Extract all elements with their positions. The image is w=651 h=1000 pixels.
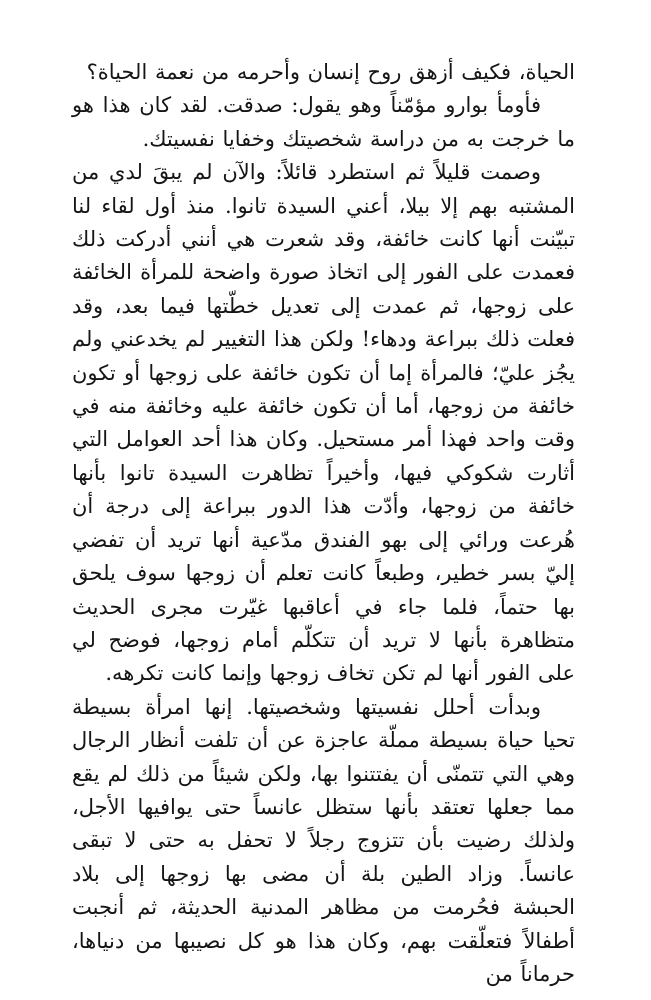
paragraph-psychology: وبدأت أحلل نفسيتها وشخصيتها. إنها امرأة بسيطة تحيا حياة بسيطة مملّة عاجزة عن أن تلفت أنظار الرجال وهي التي تتمنّى أن يفتتنوا بها، ولكن شيئاً من ذلك لم يقع مما جعلها تعتقد بأنها ستظل عانساً حتى يوافيها الأجل، ولذلك رضيت بأن تتزوج رجلاً لا تحفل به حتى لا تبقى عانساً. وزاد الطين بلة أن مضى بها زوجها إلى بلاد الحبشة فحُرمت من مظاهر المدنية الحديثة، ثم أنجبت أطفالاً فتعلّقت بهم، وكان هذا هو كل نصيبها من دنياها، حرماناً من (72, 694, 575, 986)
paragraph-bella-analysis: وصمت قليلاً ثم استطرد قائلاً: والآن لم يبقَ لدي من المشتبه بهم إلا بيلا، أعني السيدة تانوا. منذ أول لقاء لنا تبيّنت أنها كانت خائفة، وقد شعرت هي أنني أدركت ذلك فعمدت على الفور إلى اتخاذ صورة واضحة للمرأة الخائفة على زوجها، ثم عمدت إلى تعديل خطّتها فيما بعد، وقد فعلت ذلك ببراعة ودهاء! ولكن هذا التغيير لم يخدعني ولم يجُز عليّ؛ فالمرأة إما أن تكون خائفة على زوجها أو تكون خائفة من زوجها، أما أن تكون خائفة عليه وخائفة منه في وقت واحد فهذا أمر مستحيل. وكان هذا أحد العوامل التي أثارت شكوكي فيها، وأخيراً تظاهرت السيدة تانوا بأنها خائفة من زوجها، وأدّت هذا الدور ببراعة إلى درجة أن هُرعت ورائي إلى بهو الفندق مدّعية أنها تريد أن تفضي إليّ بسر خطير، وطبعاً كانت تعلم أن زوجها سوف يلحق بها حتماً، فلما جاء في أعاقبها غيّرت مجرى الحديث متظاهرة بأنها لا تريد أن تتكلّم أمام زوجها، فوضح لي على الفور أنها لم تكن تخاف زوجها وإنما كانت تكرهه. (72, 160, 575, 686)
paragraph-poirot-reply: فأومأ بوارو مؤمّناً وهو يقول: صدقت. لقد كان هذا هو ما خرجت به من دراسة شخصيتك وخفايا نفسيتك. (72, 93, 575, 151)
paragraph-continuation: الحياة، فكيف أزهق روح إنسان وأحرمه من نعمة الحياة؟ (86, 60, 575, 84)
